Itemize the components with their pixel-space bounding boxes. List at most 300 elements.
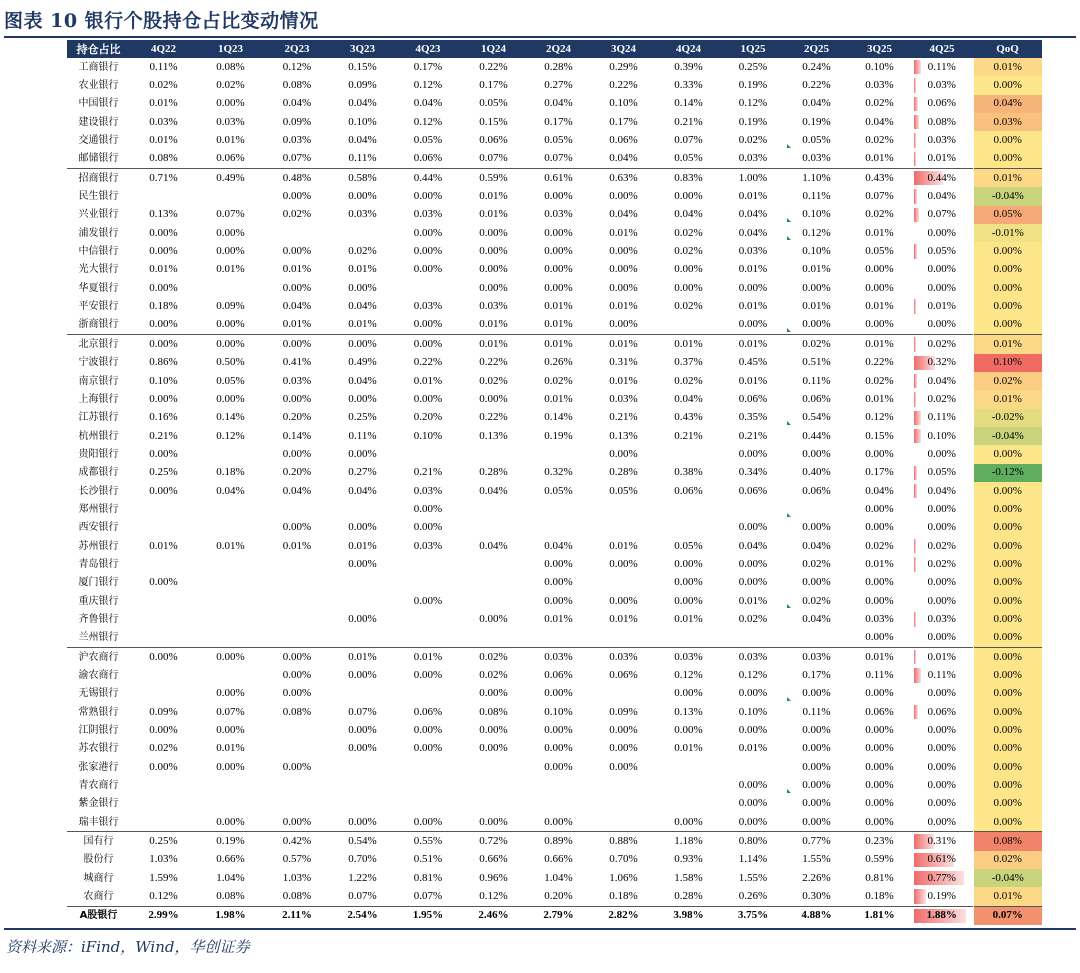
bank-name-cell: 江苏银行 <box>78 412 119 424</box>
column-header: 1Q25 <box>721 40 785 58</box>
table-row <box>67 555 1042 573</box>
data-cell: 0.02% <box>865 97 894 110</box>
data-cell <box>656 758 721 776</box>
data-cell <box>656 776 721 794</box>
q4-25-cell <box>911 427 973 445</box>
bank-name-cell: 国有行 <box>67 832 130 851</box>
data-cell: 0.04% <box>348 97 377 110</box>
data-cell: 0.06% <box>544 669 573 682</box>
data-cell <box>197 666 264 684</box>
data-cell: 0.00% <box>413 190 443 203</box>
data-cell: 0.01% <box>721 335 785 354</box>
data-cell: 1.55% <box>802 853 831 866</box>
data-cell: 0.25% <box>348 411 377 424</box>
data-cell: 0.00% <box>348 447 377 460</box>
data-cell: 0.00% <box>413 815 443 828</box>
qoq-cell: 0.08% <box>973 832 1042 851</box>
bank-name-cell: 苏州银行 <box>78 540 119 552</box>
data-cell: 1.10% <box>785 169 848 188</box>
q4-25-cell <box>911 610 973 628</box>
data-cell: 0.04% <box>738 226 768 239</box>
table-row <box>67 242 1042 260</box>
data-cell: 0.00% <box>149 392 178 405</box>
bank-name-cell: 平安银行 <box>78 301 119 313</box>
data-cell <box>461 574 526 592</box>
data-cell: 0.00% <box>413 263 443 276</box>
data-cell: 0.00% <box>738 521 768 534</box>
data-cell: 0.02% <box>674 226 703 239</box>
q4-25-cell <box>911 261 973 279</box>
data-cell: 0.04% <box>802 612 831 625</box>
cell-value: 0.05% <box>927 245 956 258</box>
data-cell: 0.01% <box>738 190 768 203</box>
comment-marker-icon <box>787 604 791 608</box>
data-cell: 0.03% <box>216 115 245 128</box>
data-cell: 0.00% <box>802 521 831 534</box>
data-cell: 0.04% <box>609 152 638 165</box>
data-cell: 0.02% <box>282 208 312 221</box>
column-header: 3Q24 <box>591 40 656 58</box>
data-cell: 0.15% <box>865 429 894 442</box>
data-cell: 0.00% <box>413 742 443 755</box>
data-cell: 0.01% <box>802 300 831 313</box>
data-cell <box>785 316 848 335</box>
data-cell: 0.09% <box>282 115 312 128</box>
data-cell: 0.00% <box>216 318 245 331</box>
bank-name-cell: 青农商行 <box>78 780 119 792</box>
data-cell: 0.06% <box>413 152 443 165</box>
data-cell: 0.00% <box>609 190 638 203</box>
data-cell: 0.25% <box>149 466 178 479</box>
data-cell: 0.00% <box>479 281 508 294</box>
data-cell: 0.00% <box>282 669 312 682</box>
bank-name-cell: 厦门银行 <box>78 577 119 589</box>
cell-value: 0.06% <box>927 97 956 110</box>
data-cell: 0.04% <box>479 484 508 497</box>
data-cell: 0.00% <box>413 318 443 331</box>
table-row <box>67 648 1042 667</box>
q4-25-cell <box>911 703 973 721</box>
data-cell: 0.05% <box>413 134 443 147</box>
data-cell: 0.03% <box>738 245 768 258</box>
data-cell <box>526 629 591 648</box>
cell-value: 0.00% <box>927 724 956 737</box>
cell-value: 0.31% <box>927 835 956 848</box>
data-cell: 0.02% <box>544 374 573 387</box>
data-cell: 1.04% <box>544 871 573 884</box>
data-cell: 0.00% <box>674 263 703 276</box>
data-cell: 0.07% <box>216 705 245 718</box>
figure-title: 图表 10 银行个股持仓占比变动情况 <box>4 10 319 32</box>
data-cell: 0.00% <box>216 815 245 828</box>
data-cell: 0.05% <box>609 484 638 497</box>
data-cell: 0.33% <box>674 79 703 92</box>
data-cell: 0.29% <box>609 60 638 73</box>
data-cell <box>330 500 395 518</box>
column-header: 3Q23 <box>330 40 395 58</box>
data-bar <box>914 484 917 498</box>
data-cell: 1.59% <box>149 871 178 884</box>
cell-value: 0.04% <box>927 374 956 387</box>
data-cell: 0.00% <box>282 760 312 773</box>
table-row <box>67 832 1042 851</box>
data-cell <box>785 776 848 794</box>
data-cell: 0.01% <box>348 539 377 552</box>
data-cell: 0.00% <box>609 263 638 276</box>
cell-value: 0.07% <box>927 208 956 221</box>
column-header: 4Q25 <box>911 40 973 58</box>
data-cell <box>197 795 264 813</box>
data-cell <box>461 555 526 573</box>
data-cell: 0.08% <box>149 152 178 165</box>
table-body <box>67 58 1042 925</box>
table-row <box>67 297 1042 315</box>
data-cell: 0.22% <box>413 356 443 369</box>
data-cell: 0.07% <box>282 152 312 165</box>
data-cell: 0.05% <box>544 484 573 497</box>
q4-25-cell <box>911 887 973 906</box>
data-cell: 0.19% <box>544 429 573 442</box>
data-cell: 1.95% <box>395 906 461 925</box>
data-cell: 0.09% <box>216 300 245 313</box>
data-cell: 0.89% <box>526 832 591 851</box>
data-cell <box>330 592 395 610</box>
data-cell: 0.09% <box>149 705 178 718</box>
data-cell: 0.02% <box>802 557 831 570</box>
data-cell: 0.04% <box>282 97 312 110</box>
data-cell: 0.01% <box>348 318 377 331</box>
data-cell <box>395 574 461 592</box>
data-cell: 0.06% <box>609 669 638 682</box>
data-bar <box>914 557 916 571</box>
data-cell: 0.00% <box>544 576 573 589</box>
data-cell: 0.21% <box>149 429 178 442</box>
cell-value: 0.02% <box>802 594 831 607</box>
data-cell: 0.11% <box>802 190 831 203</box>
data-cell: 0.10% <box>609 97 638 110</box>
q4-25-cell <box>911 740 973 758</box>
data-cell: 0.00% <box>149 484 178 497</box>
data-cell <box>197 574 264 592</box>
table-row <box>67 95 1042 113</box>
data-bar <box>914 411 921 425</box>
data-cell: 0.19% <box>197 832 264 851</box>
q4-25-cell <box>911 409 973 427</box>
data-cell <box>395 795 461 813</box>
cell-value: 0.10% <box>802 208 831 221</box>
table-row <box>67 592 1042 610</box>
data-cell: 0.55% <box>395 832 461 851</box>
q4-25-cell <box>911 372 973 390</box>
q4-25-cell <box>911 776 973 794</box>
data-cell: 0.01% <box>865 226 894 239</box>
data-cell: 0.01% <box>674 612 703 625</box>
data-cell: 0.01% <box>216 263 245 276</box>
data-cell <box>591 500 656 518</box>
data-cell: 0.00% <box>609 724 638 737</box>
data-cell <box>785 131 848 149</box>
data-cell: 0.20% <box>282 411 312 424</box>
data-cell: 0.00% <box>674 281 703 294</box>
bank-name-cell: 中信银行 <box>78 246 119 258</box>
data-cell: 0.06% <box>674 484 703 497</box>
data-cell: 0.12% <box>413 79 443 92</box>
table-row <box>67 740 1042 758</box>
cell-value: 0.00% <box>927 263 956 276</box>
data-cell <box>526 519 591 537</box>
qoq-cell: 0.00% <box>973 316 1042 335</box>
data-cell: 0.88% <box>591 832 656 851</box>
data-cell: 0.00% <box>479 815 508 828</box>
q4-25-cell <box>911 206 973 224</box>
data-cell <box>264 610 330 628</box>
data-cell: 0.06% <box>802 392 831 405</box>
data-cell: 0.00% <box>544 687 573 700</box>
data-cell: 0.09% <box>348 79 377 92</box>
data-cell: 0.03% <box>413 208 443 221</box>
qoq-cell: 0.00% <box>973 445 1042 463</box>
data-cell: 0.03% <box>282 134 312 147</box>
cell-value: 0.44% <box>927 171 956 184</box>
bank-name-cell: 交通银行 <box>78 135 119 147</box>
data-cell: 0.00% <box>479 742 508 755</box>
bank-name-cell: 郑州银行 <box>78 503 119 515</box>
data-cell: 0.00% <box>149 245 178 258</box>
data-cell: 1.00% <box>721 169 785 188</box>
qoq-cell: -0.04% <box>973 869 1042 887</box>
q4-25-cell <box>911 131 973 149</box>
data-cell: 0.00% <box>149 576 178 589</box>
data-cell: 0.44% <box>802 429 831 442</box>
qoq-cell: -0.04% <box>973 427 1042 445</box>
data-bar <box>914 97 918 111</box>
data-bar <box>914 244 917 258</box>
data-cell: 0.43% <box>848 169 911 188</box>
data-cell <box>785 500 848 518</box>
data-cell: 0.03% <box>544 208 573 221</box>
cell-value: 0.01% <box>927 650 956 663</box>
data-cell: 0.02% <box>348 245 377 258</box>
data-cell: 2.79% <box>526 906 591 925</box>
data-cell <box>264 629 330 648</box>
data-cell: 0.05% <box>674 539 703 552</box>
data-cell: 0.00% <box>865 318 894 331</box>
q4-25-cell <box>911 354 973 372</box>
data-cell: 0.04% <box>865 484 894 497</box>
cell-value: 0.06% <box>927 705 956 718</box>
data-cell: 0.96% <box>479 871 508 884</box>
table-row <box>67 610 1042 628</box>
data-cell: 0.01% <box>149 539 178 552</box>
q4-25-cell <box>911 721 973 739</box>
cell-value: 0.00% <box>802 779 831 792</box>
data-cell: 0.01% <box>544 612 573 625</box>
qoq-cell: 0.00% <box>973 721 1042 739</box>
data-bar <box>914 208 919 222</box>
data-cell: 0.00% <box>149 226 178 239</box>
table-row <box>67 335 1042 354</box>
data-cell: 0.34% <box>738 466 768 479</box>
bank-name-cell: 上海银行 <box>78 393 119 405</box>
comment-marker-icon <box>787 236 791 240</box>
cell-value: 0.05% <box>802 134 831 147</box>
data-cell: 0.19% <box>738 115 768 128</box>
data-cell: 0.50% <box>216 356 245 369</box>
cell-value: 0.02% <box>927 337 956 350</box>
data-cell: 0.07% <box>544 152 573 165</box>
data-cell: 0.01% <box>216 134 245 147</box>
data-cell: 0.12% <box>738 669 768 682</box>
data-cell: 0.01% <box>330 648 395 667</box>
data-cell: 0.26% <box>544 356 573 369</box>
data-cell: 4.88% <box>785 906 848 925</box>
data-cell: 1.81% <box>848 906 911 925</box>
data-cell <box>656 445 721 463</box>
data-cell: 0.66% <box>479 853 508 866</box>
q4-25-cell <box>911 519 973 537</box>
data-cell: 0.00% <box>479 612 508 625</box>
qoq-cell: 0.00% <box>973 519 1042 537</box>
data-cell: 0.00% <box>479 392 508 405</box>
bank-name-cell: 齐鲁银行 <box>78 613 119 625</box>
data-cell: 0.01% <box>738 300 768 313</box>
qoq-cell: 0.01% <box>973 390 1042 408</box>
column-header: QoQ <box>973 40 1042 58</box>
data-cell: 0.01% <box>609 539 638 552</box>
bank-name-cell: 苏农银行 <box>78 743 119 755</box>
q4-25-cell <box>911 335 973 354</box>
cell-value: 0.00% <box>927 760 956 773</box>
bank-name-cell: 农业银行 <box>78 80 119 92</box>
data-cell: 0.00% <box>609 447 638 460</box>
data-cell: 0.31% <box>609 356 638 369</box>
data-cell: 0.00% <box>609 281 638 294</box>
data-bar <box>914 705 918 719</box>
data-cell: 0.00% <box>865 779 894 792</box>
data-cell: 0.00% <box>738 797 768 810</box>
cell-value: 0.11% <box>927 60 956 73</box>
data-cell: 0.17% <box>865 466 894 479</box>
data-cell: 0.00% <box>738 815 768 828</box>
cell-value: 0.00% <box>927 797 956 810</box>
bank-name-cell: 兰州银行 <box>78 632 119 644</box>
column-header: 1Q23 <box>197 40 264 58</box>
data-cell: 0.22% <box>479 411 508 424</box>
data-cell: 0.00% <box>149 318 178 331</box>
data-cell: 0.43% <box>674 411 703 424</box>
data-cell: 0.01% <box>848 335 911 354</box>
data-cell: 0.08% <box>216 60 245 73</box>
qoq-cell: 0.00% <box>973 574 1042 592</box>
data-cell: 2.26% <box>802 871 831 884</box>
data-cell <box>130 187 197 205</box>
data-cell: 0.03% <box>348 208 377 221</box>
data-cell: 0.00% <box>802 797 831 810</box>
table-row <box>67 482 1042 500</box>
data-cell: 0.11% <box>802 374 831 387</box>
data-cell <box>264 721 330 739</box>
data-cell: 0.10% <box>865 60 894 73</box>
data-cell: 0.02% <box>785 335 848 354</box>
bank-name-cell: 杭州银行 <box>78 430 119 442</box>
data-cell: 0.10% <box>149 374 178 387</box>
data-cell: 0.00% <box>865 631 894 644</box>
data-cell: 0.03% <box>865 612 894 625</box>
data-bar <box>914 539 916 553</box>
column-header: 1Q24 <box>461 40 526 58</box>
data-cell: 0.00% <box>544 557 573 570</box>
q4-25-cell <box>911 482 973 500</box>
data-cell: 0.05% <box>674 152 703 165</box>
data-cell: 0.01% <box>461 335 526 354</box>
data-cell: 0.06% <box>865 705 894 718</box>
bank-name-cell: A股银行 <box>67 906 130 925</box>
data-cell: 0.00% <box>802 760 831 773</box>
qoq-cell: -0.04% <box>973 187 1042 205</box>
table-row <box>67 776 1042 794</box>
data-cell: 0.00% <box>544 245 573 258</box>
table-row <box>67 869 1042 887</box>
bank-name-cell: 南京银行 <box>78 375 119 387</box>
data-cell <box>197 592 264 610</box>
data-cell: 0.18% <box>609 890 638 903</box>
data-cell: 0.20% <box>544 890 573 903</box>
data-cell: 0.00% <box>674 594 703 607</box>
data-cell: 0.00% <box>865 576 894 589</box>
q4-25-cell <box>911 869 973 887</box>
data-cell: 0.00% <box>865 521 894 534</box>
data-cell <box>395 555 461 573</box>
qoq-cell: 0.00% <box>973 648 1042 667</box>
data-cell: 0.00% <box>197 335 264 354</box>
data-cell <box>130 629 197 648</box>
data-cell: 0.00% <box>348 190 377 203</box>
data-cell: 0.00% <box>865 742 894 755</box>
table-row <box>67 58 1042 76</box>
data-cell: 0.11% <box>802 705 831 718</box>
data-cell: 0.03% <box>656 648 721 667</box>
data-cell <box>264 795 330 813</box>
data-cell <box>330 758 395 776</box>
data-cell: 0.01% <box>865 152 894 165</box>
cell-value: 0.00% <box>927 281 956 294</box>
q4-25-cell <box>911 297 973 315</box>
bank-name-cell: 农商行 <box>83 891 114 903</box>
qoq-cell: 0.00% <box>973 76 1042 94</box>
cell-value: 1.88% <box>926 909 957 922</box>
data-cell <box>721 500 785 518</box>
qoq-cell: 0.00% <box>973 482 1042 500</box>
data-cell: 0.70% <box>609 853 638 866</box>
table-row <box>67 206 1042 224</box>
data-cell: 0.07% <box>413 890 443 903</box>
table-row <box>67 372 1042 390</box>
bank-name-cell: 邮储银行 <box>78 153 119 165</box>
data-cell: 0.03% <box>413 484 443 497</box>
data-cell: 0.04% <box>348 134 377 147</box>
data-cell: 0.07% <box>479 152 508 165</box>
data-cell <box>526 795 591 813</box>
data-cell: 0.00% <box>479 724 508 737</box>
table-row <box>67 813 1042 832</box>
data-cell <box>395 610 461 628</box>
data-cell: 0.02% <box>674 374 703 387</box>
data-cell: 0.01% <box>848 648 911 667</box>
data-cell: 0.12% <box>149 890 178 903</box>
table-row <box>67 758 1042 776</box>
data-cell: 0.01% <box>149 263 178 276</box>
data-cell: 0.04% <box>738 539 768 552</box>
